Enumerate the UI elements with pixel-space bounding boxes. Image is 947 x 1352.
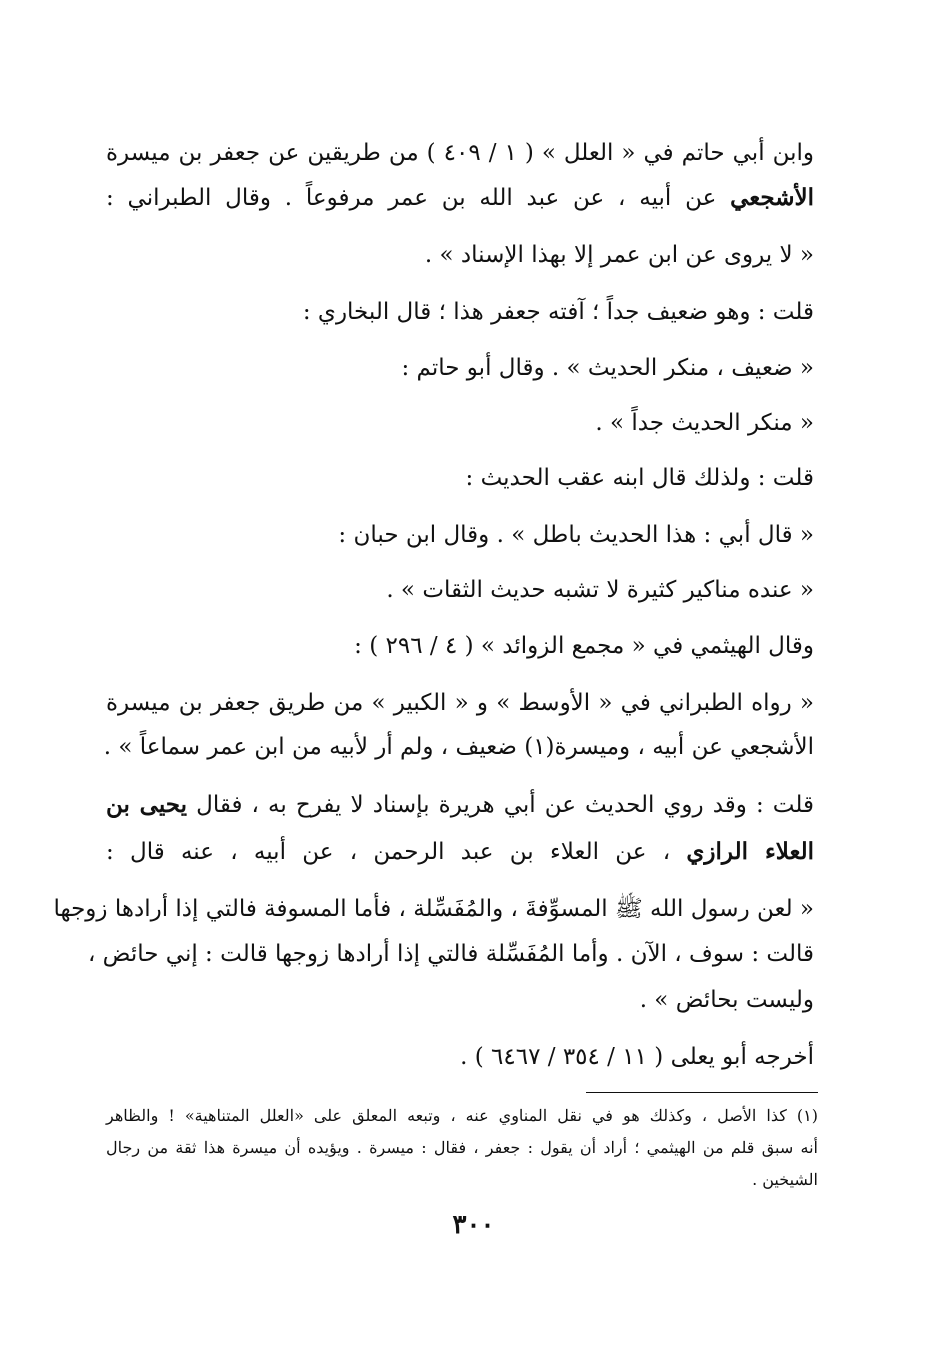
- text-line-15: « لعن رسول الله ﷺ المسوِّفةَ ، والمُفَسِّلة ، فأما المسوفة فالتي إذا أرادها زوجها: [53, 896, 814, 922]
- bold-term-ashjai: الأشجعي: [730, 184, 814, 211]
- footnote-line-2: أنه سبق قلم من الهيثمي ؛ أراد أن يقول : جعفر ، فقال : ميسرة . ويؤيده أن ميسرة هذا ثقة من رجال: [106, 1138, 818, 1157]
- text-line-7: قلت : ولذلك قال ابنه عقب الحديث :: [465, 465, 814, 491]
- text-line-2-rest: عن أبيه ، عن عبد الله بن عمر مرفوعاً . وقال الطبراني :: [106, 185, 717, 211]
- footnote-line-3: الشيخين .: [752, 1170, 818, 1189]
- bold-term-ala-razi: العلاء الرازي: [686, 838, 814, 865]
- bold-term-yahya: يحيى بن: [106, 791, 188, 818]
- text-line-17: وليست بحائض » .: [639, 987, 814, 1013]
- text-line-3: « لا يروى عن ابن عمر إلا بهذا الإسناد » .: [424, 242, 814, 268]
- text-line-5: « ضعيف ، منكر الحديث » . وقال أبو حاتم :: [401, 355, 814, 381]
- footnote-separator: [586, 1092, 818, 1093]
- text-line-1: وابن أبي حاتم في « العلل » ( ١ / ٤٠٩ ) من طريقين عن جعفر بن ميسرة: [106, 140, 814, 166]
- text-line-8: « قال أبي : هذا الحديث باطل » . وقال ابن حبان :: [338, 522, 814, 548]
- text-line-4: قلت : وهو ضعيف جداً ؛ آفته جعفر هذا ؛ قال البخاري :: [302, 299, 814, 325]
- text-line-13-start: قلت : وقد روي الحديث عن أبي هريرة بإسناد لا يفرح به ، فقال: [196, 792, 814, 818]
- text-line-2: [106, 181, 814, 215]
- text-line-13: [106, 788, 814, 822]
- text-line-11: « رواه الطبراني في « الأوسط » و « الكبير » من طريق جعفر بن ميسرة: [106, 690, 814, 716]
- text-line-10: وقال الهيثمي في « مجمع الزوائد » ( ٤ / ٢٩٦ ) :: [354, 633, 814, 659]
- text-line-14-rest: ، عن العلاء بن عبد الرحمن ، عن أبيه ، عنه قال :: [106, 839, 671, 865]
- footnote-line-1: (١) كذا الأصل ، وكذلك هو في نقل المناوي عنه ، وتبعه المعلق على «العلل المتناهية» ! والظاهر: [106, 1106, 818, 1125]
- text-line-14: [106, 835, 814, 869]
- text-line-6: « منكر الحديث جداً » .: [595, 410, 814, 436]
- text-line-12: الأشجعي عن أبيه ، وميسرة(١) ضعيف ، ولم أر لأبيه من ابن عمر سماعاً » .: [103, 734, 814, 760]
- page-number: ٣٠٠: [452, 1210, 495, 1240]
- text-line-18: أخرجه أبو يعلى ( ١١ / ٣٥٤ / ٦٤٦٧ ) .: [460, 1044, 814, 1070]
- text-line-16: قالت : سوف ، الآن . وأما المُفَسِّلة فالتي إذا أرادها زوجها قالت : إني حائض ،: [87, 941, 814, 967]
- text-line-9: « عنده مناكير كثيرة لا تشبه حديث الثقات » .: [386, 577, 814, 603]
